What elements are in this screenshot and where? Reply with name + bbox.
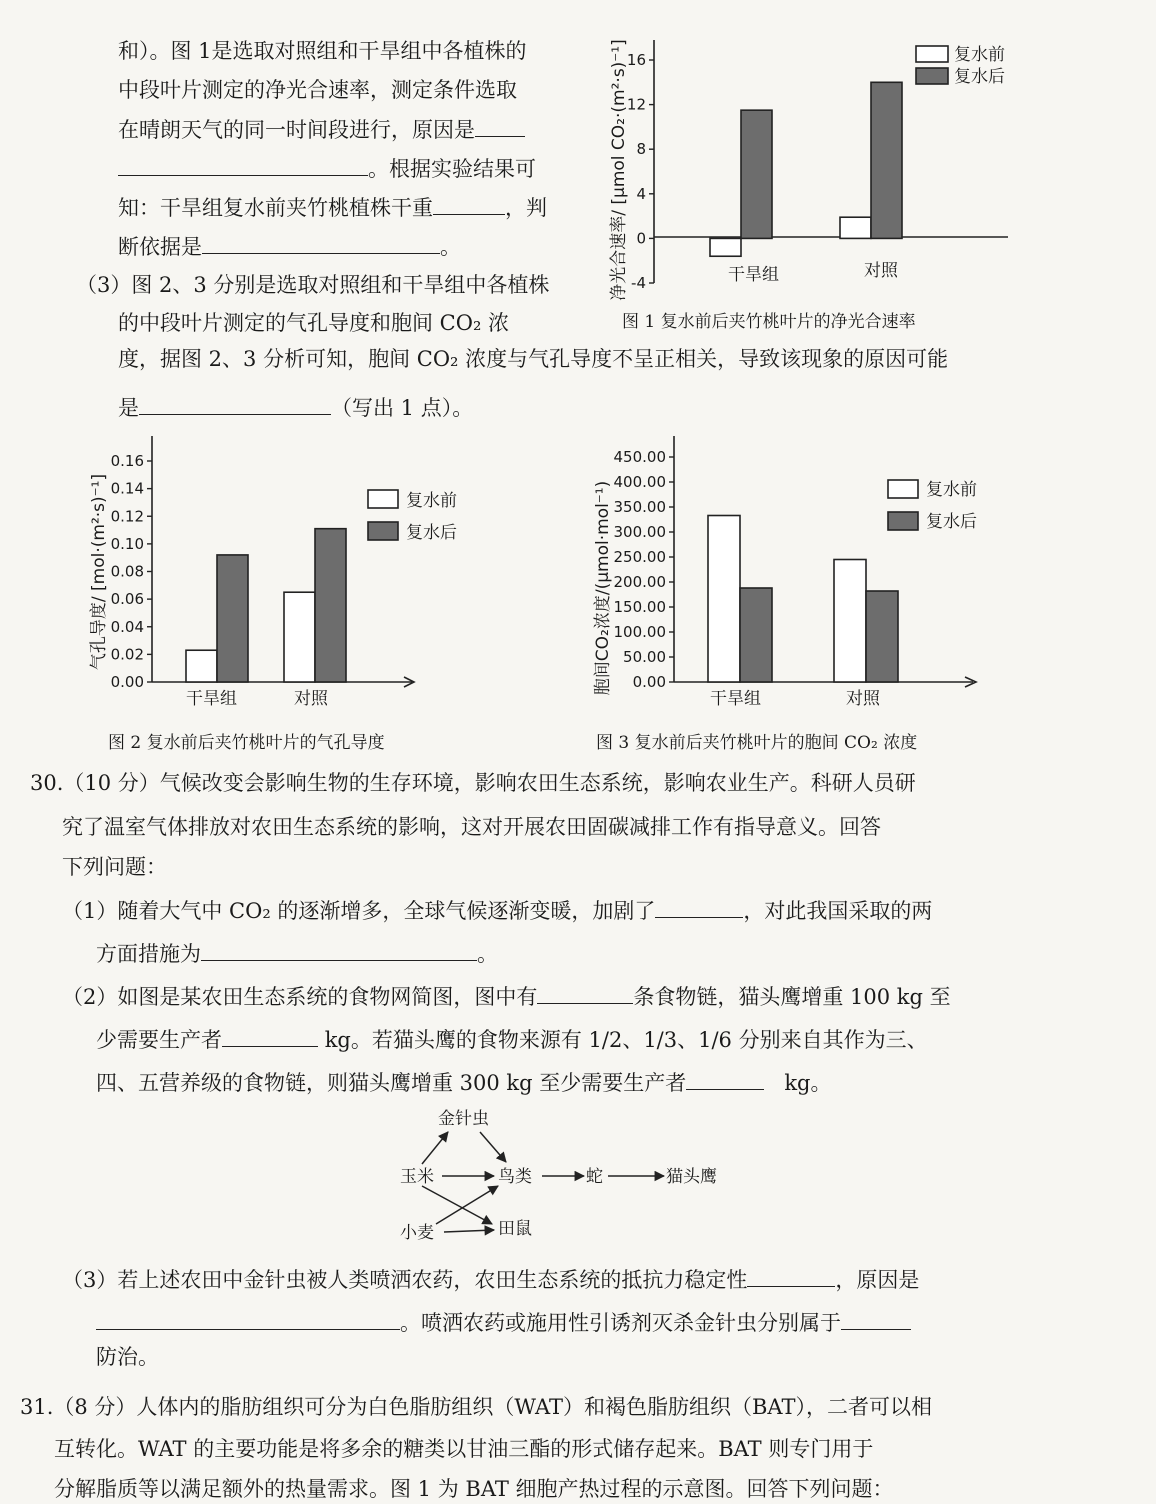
y-tick-label: 450.00: [613, 448, 666, 466]
bar-before-0: [708, 516, 740, 683]
q30-line-8-tail: kg。: [784, 1071, 832, 1095]
q29-line-1: 和）。图 1是选取对照组和干旱组中各植株的: [118, 39, 527, 63]
q29-line-4: [118, 153, 536, 184]
arrow-xiaomai-tianshu: [444, 1230, 494, 1232]
fig2-ylabel: 气孔导度/ [mol·(m²·s)⁻¹]: [89, 473, 109, 671]
fig3-ylabel: 胞间CO₂浓度/(μmol·mol⁻¹): [593, 480, 613, 696]
legend-swatch-after: [368, 522, 398, 540]
q29-line-6-text: 断依据是: [118, 235, 202, 259]
node-niaolei: 鸟类: [498, 1167, 532, 1187]
q29-line-6-tail: 。: [440, 235, 461, 259]
bar-after-1: [871, 82, 902, 238]
y-tick-label: 0.00: [632, 673, 666, 691]
answer-blank[interactable]: [96, 1307, 400, 1330]
arrow-yumi-jinzhenchong: [422, 1132, 448, 1164]
q29-line-6: [118, 231, 461, 262]
y-tick-label: 0: [636, 229, 646, 248]
q29-line-2: 中段叶片测定的净光合速率，测定条件选取: [118, 78, 517, 102]
answer-blank[interactable]: [655, 895, 743, 918]
q29-line-3-text: 在晴朗天气的同一时间段进行，原因是: [118, 118, 475, 142]
bar-before-1: [284, 592, 315, 682]
bar-after-0: [741, 110, 772, 238]
bar-before-0: [710, 238, 741, 256]
q30-line-9: [62, 1264, 919, 1295]
y-tick-label: 150.00: [613, 598, 666, 616]
q30-line-10: [96, 1307, 911, 1338]
q29-line-5: [118, 192, 547, 223]
q30-line-6-text: （2）如图是某农田生态系统的食物网简图，图中有: [62, 985, 538, 1009]
q30-line-9-tail: ，原因是: [835, 1268, 920, 1292]
q30-line-2: 究了温室气体排放对农田生态系统的影响，这对开展农田固碳减排工作有指导意义。回答: [62, 815, 881, 839]
y-tick-label: 300.00: [613, 523, 666, 541]
q30-line-8: [96, 1067, 831, 1098]
legend-swatch-before: [888, 480, 918, 498]
q29-line-10-text: 是: [118, 396, 139, 420]
q30-line-8-text: 四、五营养级的食物链，则猫头鹰增重 300 kg 至少需要生产者: [96, 1071, 687, 1095]
fig2-legend-after: 复水后: [406, 523, 457, 543]
y-tick-label: 8: [636, 140, 646, 159]
fig2-category-control: 对照: [294, 689, 328, 709]
fig3-legend-before: 复水前: [926, 480, 977, 500]
q30-line-6-tail: 条食物链，猫头鹰增重 100 kg 至: [633, 985, 951, 1009]
answer-blank[interactable]: [201, 938, 477, 961]
answer-blank[interactable]: [841, 1307, 911, 1330]
q30-line-6: [62, 981, 951, 1012]
fig1-category-control: 对照: [864, 261, 898, 281]
node-yumi: 玉米: [400, 1167, 434, 1187]
fig1-chart: [598, 30, 1038, 310]
q29-line-10: [118, 392, 473, 423]
q30-line-7-tail: kg。若猫头鹰的食物来源有 1/2、1/3、1/6 分别来自其作为三、: [324, 1028, 928, 1052]
y-tick-label: 0.00: [110, 673, 144, 691]
answer-blank[interactable]: [139, 392, 331, 415]
y-tick-label: -4: [631, 274, 646, 292]
answer-blank[interactable]: [118, 153, 368, 176]
q29-line-7: （3）图 2、3 分别是选取对照组和干旱组中各植株: [76, 273, 550, 297]
y-tick-label: 200.00: [613, 573, 666, 591]
q31-line-3: 分解脂质等以满足额外的热量需求。图 1 为 BAT 细胞产热过程的示意图。回答下列问题：: [54, 1477, 894, 1501]
legend-swatch-before: [916, 46, 948, 62]
q30-line-10-text: 。喷洒农药或施用性引诱剂灭杀金针虫分别属于: [400, 1311, 841, 1335]
q30-line-5-text: 方面措施为: [96, 942, 201, 966]
bar-after-0: [740, 588, 772, 682]
y-tick-label: 4: [636, 184, 646, 203]
node-tianshu: 田鼠: [498, 1219, 532, 1239]
y-tick-label: 100.00: [613, 623, 666, 641]
arrow-xiaomai-niaolei: [436, 1186, 498, 1224]
y-tick-label: 0.08: [110, 562, 144, 581]
fig2-chart: [82, 428, 502, 718]
fig3-category-control: 对照: [846, 689, 880, 709]
q29-line-5-tail: ，判: [505, 196, 547, 220]
arrow-yumi-tianshu: [422, 1186, 492, 1224]
bar-after-0: [217, 555, 248, 682]
q29-line-9: 度，据图 2、3 分析可知，胞间 CO₂ 浓度与气孔导度不呈正相关，导致该现象的原因可能: [118, 347, 949, 371]
q30-line-7-text: 少需要生产者: [96, 1028, 222, 1052]
q31-line-1: 31.（8 分）人体内的脂肪组织可分为白色脂肪组织（WAT）和褐色脂肪组织（BAT），二者可以相: [20, 1395, 932, 1419]
answer-blank[interactable]: [537, 981, 633, 1004]
q30-line-4: [62, 895, 932, 926]
q30-line-5-tail: 。: [477, 942, 498, 966]
y-tick-label: 350.00: [613, 498, 666, 516]
y-tick-label: 0.02: [110, 645, 144, 664]
q30-line-4-tail: ，对此我国采取的两: [743, 899, 933, 923]
fig2-category-drought: 干旱组: [186, 689, 237, 709]
fig3-chart: [588, 428, 988, 718]
y-tick-label: 250.00: [613, 548, 666, 566]
legend-swatch-after: [916, 68, 948, 84]
legend-swatch-before: [368, 490, 398, 508]
y-tick-label: 400.00: [613, 473, 666, 491]
y-tick-label: 0.16: [110, 452, 144, 470]
fig3-legend-after: 复水后: [926, 512, 977, 532]
q30-line-11: 防治。: [96, 1345, 159, 1369]
bar-after-1: [315, 529, 346, 682]
q30-line-5: [96, 938, 498, 969]
food-web-diagram: [380, 1098, 760, 1248]
answer-blank[interactable]: [222, 1024, 318, 1047]
fig1-legend-after: 复水后: [954, 67, 1005, 87]
bar-before-1: [834, 560, 866, 683]
q29-line-3: [118, 114, 525, 145]
bar-before-0: [186, 650, 217, 682]
fig3-category-drought: 干旱组: [710, 689, 761, 709]
y-tick-label: 0.10: [110, 534, 144, 553]
y-tick-label: 0.04: [110, 617, 144, 636]
y-tick-label: 16: [626, 51, 646, 69]
q30-line-3: 下列问题：: [62, 855, 167, 879]
q31-line-2: 互转化。WAT 的主要功能是将多余的糖类以甘油三酯的形式储存起来。BAT 则专门用于: [54, 1437, 874, 1461]
bar-after-1: [866, 591, 898, 682]
arrow-jinzhenchong-niaolei: [480, 1132, 506, 1162]
fig1-category-drought: 干旱组: [728, 265, 779, 285]
bar-before-1: [840, 217, 871, 238]
q30-line-9-text: （3）若上述农田中金针虫被人类喷洒农药，农田生态系统的抵抗力稳定性: [62, 1268, 748, 1292]
y-tick-label: 0.14: [110, 479, 144, 498]
y-tick-label: 12: [626, 95, 646, 114]
answer-blank[interactable]: [475, 114, 525, 137]
q29-line-5-text: 知：干旱组复水前夹竹桃植株干重: [118, 196, 433, 220]
node-she: 蛇: [586, 1167, 603, 1187]
fig1-caption: 图 1 复水前后夹竹桃叶片的净光合速率: [622, 312, 916, 332]
node-maotouying: 猫头鹰: [666, 1167, 717, 1187]
q30-line-7: [96, 1024, 928, 1055]
legend-swatch-after: [888, 512, 918, 530]
q29-line-4-text: 。根据实验结果可: [368, 157, 536, 181]
q29-line-8: 的中段叶片测定的气孔导度和胞间 CO₂ 浓: [118, 311, 510, 335]
answer-blank[interactable]: [433, 192, 505, 215]
fig1-ylabel: 净光合速率/ [μmol CO₂·(m²·s)⁻¹]: [609, 39, 629, 301]
y-tick-label: 0.06: [110, 590, 144, 609]
fig2-legend-before: 复水前: [406, 491, 457, 511]
q30-line-4-text: （1）随着大气中 CO₂ 的逐渐增多，全球气候逐渐变暖，加剧了: [62, 899, 656, 923]
q29-line-10-tail: （写出 1 点）。: [331, 396, 474, 420]
y-tick-label: 50.00: [623, 648, 666, 666]
fig2-caption: 图 2 复水前后夹竹桃叶片的气孔导度: [108, 733, 385, 753]
node-jinzhenchong: 金针虫: [438, 1109, 489, 1129]
answer-blank[interactable]: [686, 1067, 764, 1090]
fig1-legend-before: 复水前: [954, 45, 1005, 65]
y-tick-label: 0.12: [110, 507, 144, 526]
answer-blank[interactable]: [202, 231, 440, 254]
node-xiaomai: 小麦: [400, 1223, 434, 1243]
q30-line-1: 30.（10 分）气候改变会影响生物的生存环境，影响农田生态系统，影响农业生产。科研人员研: [30, 771, 916, 795]
fig3-caption: 图 3 复水前后夹竹桃叶片的胞间 CO₂ 浓度: [596, 733, 918, 753]
answer-blank[interactable]: [747, 1264, 835, 1287]
